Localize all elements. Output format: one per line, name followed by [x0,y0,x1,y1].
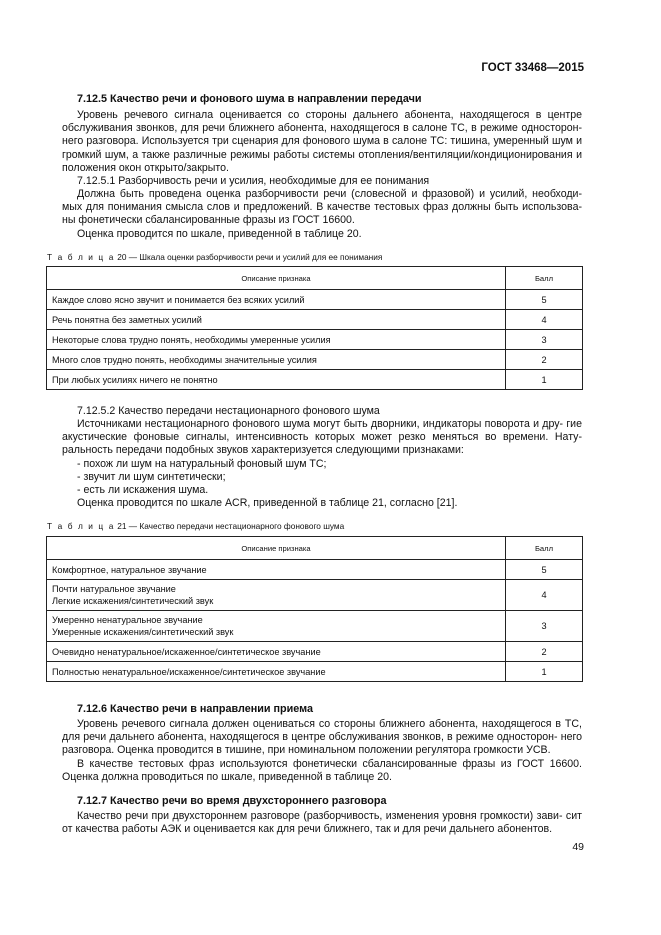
subsection-7-12-5-1-paragraph: Должна быть проведена оценка разборчивости речи (словесной и фразовой) и усилий, необходи- мых для понимания смысла слов и предложений. В качестве тестовых фраз должны быть использова- ны фонетически сбалансированные фразы из ГОСТ 16600. [62,188,582,227]
table-row [47,642,583,662]
row-score: 2 [506,350,583,370]
standard-number: ГОСТ 33468—2015 [481,62,584,74]
row-score: 5 [506,290,583,310]
subsection-heading-7-12-5-1: 7.12.5.1 Разборчивость речи и усилия, необходимые для ее понимания [77,175,430,187]
row-description [47,580,506,611]
list-item: - похож ли шум на натуральный фоновый шум ТС; [77,458,327,470]
section-7-12-7-paragraph: Качество речи при двухстороннем разговоре (разборчивость, изменения уровня громкости) зави- сит от качества работы АЭК и оценивается как для речи ближнего, так и для речи дальнего абонентов. [62,810,582,836]
section-heading-7-12-6: 7.12.6 Качество речи в направлении приема [77,703,313,715]
list-item: - звучит ли шум синтетически; [77,471,226,483]
table-caption-text: 20 — Шкала оценки разборчивости речи и усилий для ее понимания [114,252,383,262]
table-header-row [47,267,583,290]
table-caption-text: 21 — Качество передачи нестационарного фонового шума [114,521,345,531]
row-description [47,611,506,642]
table-21-caption [47,521,344,531]
section-7-12-6-paragraph-2: В качестве тестовых фраз используются фонетически сбалансированные фразы из ГОСТ 16600. Оценка должна проводиться по шкале, приведенной в таблице 20. [62,758,582,784]
table-row [47,370,583,390]
row-score: 4 [506,310,583,330]
row-description-line: Легкие искажения/синтетический звук [52,596,214,606]
row-description-line: Очевидно ненатуральное/искаженное/синтетическое звучание [52,646,321,657]
row-description-line: Полностью ненатуральное/искаженное/синтетическое звучание [52,666,326,677]
table-caption-prefix: Т а б л и ц а [47,521,115,531]
table-row [47,310,583,330]
row-description: Речь понятна без заметных усилий [47,310,506,330]
table-row [47,350,583,370]
section-heading-7-12-7: 7.12.7 Качество речи во время двухстороннего разговора [77,795,387,807]
table-21-reference: Оценка проводится по шкале ACR, приведенной в таблице 21, согласно [21]. [77,497,458,509]
table-20-caption [47,252,382,262]
column-header-description: Описание признака [47,537,506,560]
column-header-description: Описание признака [47,267,506,290]
row-score: 1 [506,370,583,390]
table-20 [46,266,583,390]
column-header-score: Балл [506,537,583,560]
page-number: 49 [572,841,584,853]
row-score: 1 [506,662,583,682]
table-21 [46,536,583,682]
row-description-line: Почти натуральное звучание [52,584,176,594]
section-7-12-5-paragraph: Уровень речевого сигнала оценивается со стороны дальнего абонента, находящегося в центре обслуживания звонков, для речи ближнего абонента, находящегося в салоне ТС, в режиме односторон- него разговора. Используется три сценария для фонового шума в салоне ТС: тишина, умеренный шум и громкий шум, а также различные режимы работы системы отопления/вентиляции/кондиционирования и положения окон открыто/закрыто. [62,109,582,174]
table-row [47,580,583,611]
column-header-score: Балл [506,267,583,290]
row-score: 4 [506,580,583,611]
table-row [47,560,583,580]
subsection-heading-7-12-5-2: 7.12.5.2 Качество передачи нестационарного фонового шума [77,405,380,417]
list-item: - есть ли искажения шума. [77,484,209,496]
row-score: 2 [506,642,583,662]
row-score: 5 [506,560,583,580]
row-score: 3 [506,611,583,642]
table-row [47,330,583,350]
table-header-row [47,537,583,560]
row-score: 3 [506,330,583,350]
row-description: Много слов трудно понять, необходимы значительные усилия [47,350,506,370]
section-7-12-6-paragraph-1: Уровень речевого сигнала должен оцениваться со стороны ближнего абонента, находящегося в ТС, для речи дальнего абонента, находящегося в центре обслуживания звонков, в режиме односторон- него разговора. Оценка проводится в тишине, при номинальном положении регулятора громкости УСВ. [62,718,582,757]
table-row [47,290,583,310]
row-description: При любых усилиях ничего не понятно [47,370,506,390]
row-description [47,662,506,682]
subsection-7-12-5-2-paragraph: Источниками нестационарного фонового шума могут быть дворники, индикаторы поворота и дру- гие акустические фоновые сигналы, интенсивность которых может резко меняться во времени. Нату- ральность передачи подобных звуков характеризуется следующими признаками: [62,418,582,457]
row-description-line: Умеренно ненатуральное звучание [52,615,203,625]
row-description: Каждое слово ясно звучит и понимается без всяких усилий [47,290,506,310]
table-20-reference: Оценка проводится по шкале, приведенной в таблице 20. [77,228,362,240]
row-description-line: Умеренные искажения/синтетический звук [52,627,234,637]
row-description: Некоторые слова трудно понять, необходимы умеренные усилия [47,330,506,350]
table-row [47,611,583,642]
row-description-line: Комфортное, натуральное звучание [52,564,207,575]
section-heading-7-12-5: 7.12.5 Качество речи и фонового шума в направлении передачи [77,93,422,105]
row-description [47,560,506,580]
table-row [47,662,583,682]
table-caption-prefix: Т а б л и ц а [47,252,115,262]
row-description [47,642,506,662]
